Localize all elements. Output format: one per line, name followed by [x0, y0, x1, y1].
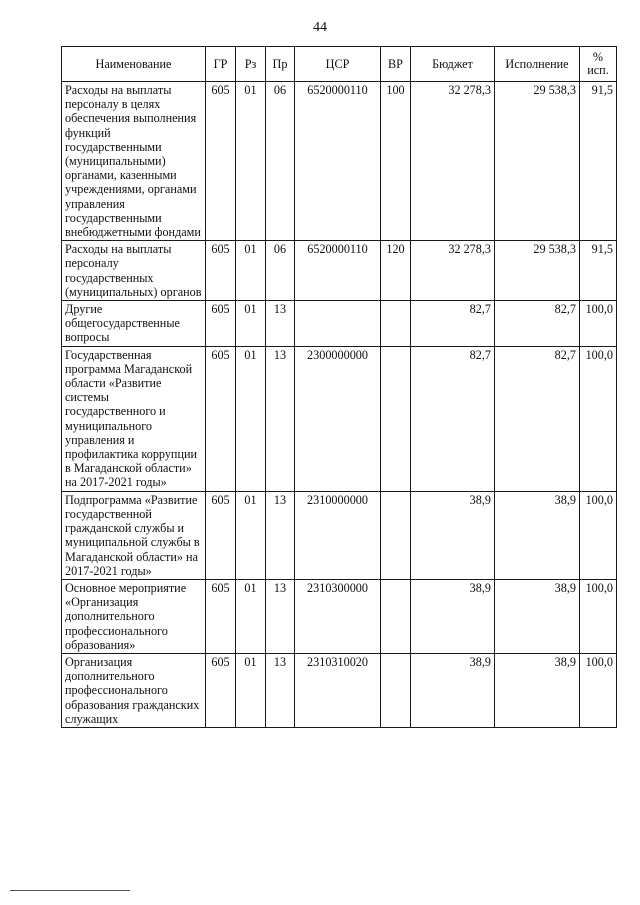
cell-percent: 100,0	[580, 653, 617, 727]
cell-gr: 605	[206, 653, 236, 727]
cell-name: Основное мероприятие «Организация дополнительного профессионального образования»	[62, 579, 206, 653]
cell-name: Расходы на выплаты персоналу государственных (муниципальных) органов	[62, 241, 206, 301]
cell-pr: 13	[266, 301, 295, 347]
cell-percent: 100,0	[580, 301, 617, 347]
page-number: 44	[313, 20, 327, 35]
header-budget: Бюджет	[411, 47, 495, 82]
cell-rz: 01	[236, 653, 266, 727]
cell-budget: 32 278,3	[411, 241, 495, 301]
cell-vr: 100	[381, 82, 411, 241]
table-row	[62, 653, 617, 727]
cell-vr	[381, 653, 411, 727]
cell-name: Расходы на выплаты персоналу в целях обеспечения выполнения функций государственными (муниципальными) органами, казенными учреждениями, органами управления государственными внебюджетными фондами	[62, 82, 206, 241]
header-execution: Исполнение	[495, 47, 580, 82]
footnote-divider	[10, 890, 130, 891]
cell-pr: 06	[266, 82, 295, 241]
cell-execution: 29 538,3	[495, 241, 580, 301]
cell-name: Организация дополнительного профессионального образования гражданских служащих	[62, 653, 206, 727]
cell-vr	[381, 301, 411, 347]
cell-gr: 605	[206, 301, 236, 347]
cell-percent: 100,0	[580, 579, 617, 653]
cell-gr: 605	[206, 346, 236, 491]
budget-table	[61, 46, 617, 728]
cell-csr: 2310000000	[295, 491, 381, 579]
cell-vr	[381, 491, 411, 579]
cell-execution: 29 538,3	[495, 82, 580, 241]
cell-csr: 2300000000	[295, 346, 381, 491]
cell-csr: 2310300000	[295, 579, 381, 653]
cell-execution: 38,9	[495, 653, 580, 727]
cell-rz: 01	[236, 346, 266, 491]
header-csr: ЦСР	[295, 47, 381, 82]
table-row	[62, 346, 617, 491]
cell-csr	[295, 301, 381, 347]
table-header-row	[62, 47, 617, 82]
cell-vr	[381, 346, 411, 491]
cell-percent: 100,0	[580, 491, 617, 579]
cell-csr: 6520000110	[295, 241, 381, 301]
cell-execution: 82,7	[495, 301, 580, 347]
cell-rz: 01	[236, 301, 266, 347]
cell-budget: 38,9	[411, 579, 495, 653]
table-row	[62, 491, 617, 579]
cell-rz: 01	[236, 82, 266, 241]
cell-pr: 13	[266, 579, 295, 653]
cell-gr: 605	[206, 491, 236, 579]
cell-rz: 01	[236, 579, 266, 653]
cell-vr: 120	[381, 241, 411, 301]
cell-csr: 6520000110	[295, 82, 381, 241]
cell-pr: 06	[266, 241, 295, 301]
cell-budget: 32 278,3	[411, 82, 495, 241]
cell-execution: 82,7	[495, 346, 580, 491]
header-name: Наименование	[62, 47, 206, 82]
cell-percent: 91,5	[580, 82, 617, 241]
cell-vr	[381, 579, 411, 653]
cell-percent: 100,0	[580, 346, 617, 491]
header-rz: Рз	[236, 47, 266, 82]
cell-execution: 38,9	[495, 579, 580, 653]
cell-rz: 01	[236, 491, 266, 579]
table-row	[62, 301, 617, 347]
table-row	[62, 579, 617, 653]
table-row	[62, 241, 617, 301]
cell-gr: 605	[206, 241, 236, 301]
cell-gr: 605	[206, 82, 236, 241]
header-pr: Пр	[266, 47, 295, 82]
cell-execution: 38,9	[495, 491, 580, 579]
cell-budget: 82,7	[411, 346, 495, 491]
cell-budget: 82,7	[411, 301, 495, 347]
cell-budget: 38,9	[411, 653, 495, 727]
cell-gr: 605	[206, 579, 236, 653]
cell-pr: 13	[266, 346, 295, 491]
cell-percent: 91,5	[580, 241, 617, 301]
cell-pr: 13	[266, 491, 295, 579]
cell-name: Другие общегосударственные вопросы	[62, 301, 206, 347]
header-vr: ВР	[381, 47, 411, 82]
cell-csr: 2310310020	[295, 653, 381, 727]
header-percent-label: исп.	[587, 63, 609, 77]
cell-rz: 01	[236, 241, 266, 301]
table-row	[62, 82, 617, 241]
cell-name: Подпрограмма «Развитие государственной гражданской службы и муниципальной службы в Магаданской области» на 2017-2021 годы»	[62, 491, 206, 579]
header-percent-symbol: %	[592, 50, 604, 64]
header-gr: ГР	[206, 47, 236, 82]
cell-name: Государственная программа Магаданской области «Развитие системы государственного и муниципального управления и профилактика коррупции в Магаданской области» на 2017-2021 годы»	[62, 346, 206, 491]
header-percent	[580, 47, 617, 82]
cell-pr: 13	[266, 653, 295, 727]
cell-budget: 38,9	[411, 491, 495, 579]
